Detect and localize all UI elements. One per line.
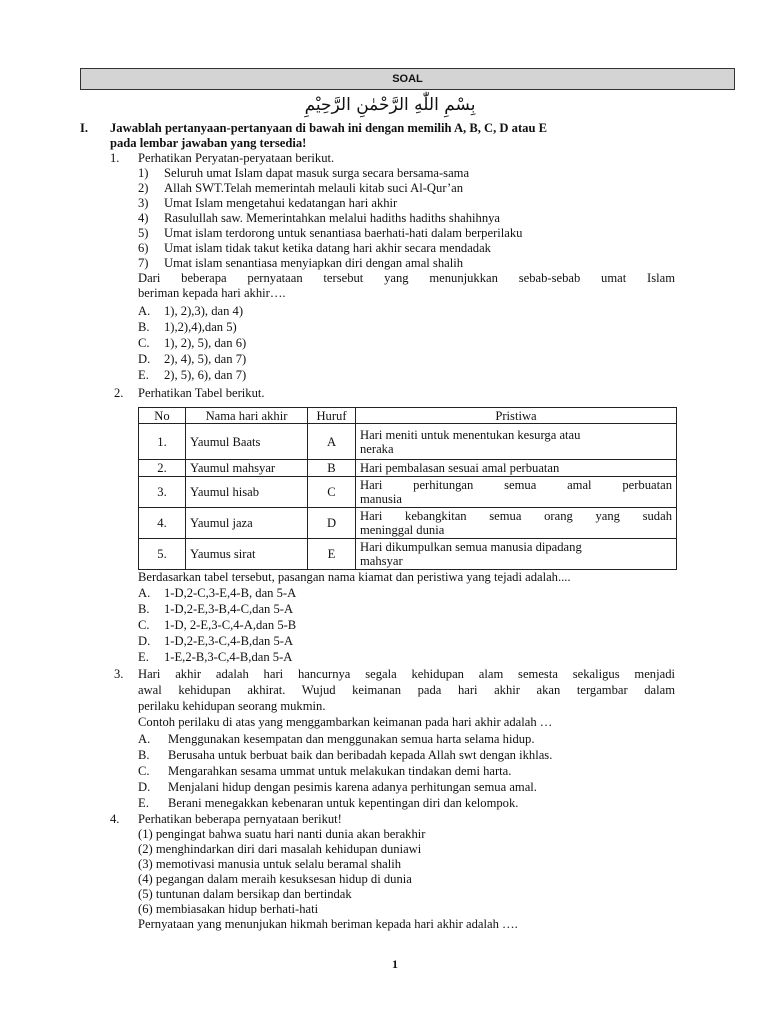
q3-option-key: C.	[138, 764, 150, 778]
q1-statement: Umat islam terdorong untuk senantiasa baerhati-hati dalam berperilaku	[164, 226, 523, 240]
table-cell-name: Yaumul Baats	[186, 424, 308, 460]
table-cell-event	[356, 460, 677, 477]
basmalah-calligraphy: بِسْمِ اللّٰهِ الرَّحْمٰنِ الرَّحِيْمِ	[304, 95, 476, 115]
table-header-event: Pristiwa	[356, 408, 677, 424]
q4-statement: (1) pengingat bahwa suatu hari nanti dunia akan berakhir	[138, 827, 426, 841]
q1-option-key: A.	[138, 304, 151, 318]
hari-akhir-table	[138, 407, 677, 570]
q3-stem-line-1: Hari akhir adalah hari hancurnya segala kehidupan alam semesta sekaligus menjadi	[138, 667, 675, 681]
q2-option-key: B.	[138, 602, 150, 616]
q3-option-d: Menjalani hidup dengan pesimis karena adanya perhitungan semua amal.	[168, 780, 537, 794]
q2-number: 2.	[114, 386, 124, 400]
q3-question: Contoh perilaku di atas yang menggambarkan keimanan pada hari akhir adalah …	[138, 715, 553, 729]
q1-option-b: 1),2),4),dan 5)	[164, 320, 237, 334]
q1-option-key: C.	[138, 336, 150, 350]
event-text: Hari kebangkitan semua orang yang sudah	[360, 509, 672, 523]
table-header-name: Nama hari akhir	[186, 408, 308, 424]
table-row	[139, 460, 677, 477]
section-number: I.	[80, 121, 89, 135]
q2-option-key: C.	[138, 618, 150, 632]
table-cell-name: Yaumul jaza	[186, 508, 308, 539]
q1-statement: Umat Islam mengetahui kedatangan hari akhir	[164, 196, 398, 210]
event-text: neraka	[360, 441, 394, 456]
q3-option-key: A.	[138, 732, 151, 746]
q2-option-c: 1-D, 2-E,3-C,4-A,dan 5-B	[164, 618, 297, 632]
q3-stem-line-2: awal kehidupan akhirat. Wujud keimanan pada hari akhir akan tergambar dalam	[138, 683, 675, 697]
q4-question: Pernyataan yang menunjukan hikmah beriman kepada hari akhir adalah ….	[138, 917, 518, 931]
q1-option-key: B.	[138, 320, 150, 334]
q2-option-key: A.	[138, 586, 151, 600]
event-text: Hari pembalasan sesuai amal perbuatan	[360, 461, 560, 475]
q1-statement-num: 6)	[138, 241, 149, 255]
q4-number: 4.	[110, 812, 120, 826]
instruction-line-2: pada lembar jawaban yang tersedia!	[110, 136, 307, 150]
q2-option-key: D.	[138, 634, 151, 648]
q1-question-line-2: beriman kepada hari akhir….	[138, 286, 286, 300]
table-cell-letter: C	[308, 477, 356, 508]
q4-statement: (6) membiasakan hidup berhati-hati	[138, 902, 319, 916]
q1-option-c: 1), 2), 5), dan 6)	[164, 336, 247, 350]
event-text: Hari dikumpulkan semua manusia dipadang	[360, 540, 582, 554]
table-cell-letter: B	[308, 460, 356, 477]
table-cell-no: 4.	[139, 508, 186, 539]
q1-question-line-1: Dari beberapa pernyataan tersebut yang menunjukkan sebab-sebab umat Islam	[138, 271, 675, 285]
event-text: manusia	[360, 492, 402, 506]
q2-option-key: E.	[138, 650, 149, 664]
q1-statement: Umat islam tidak takut ketika datang hari akhir secara mendadak	[164, 241, 491, 255]
q4-intro: Perhatikan beberapa pernyataan berikut!	[138, 812, 342, 826]
instruction-line-1: Jawablah pertanyaan-pertanyaan di bawah ini dengan memilih A, B, C, D atau E	[110, 121, 548, 135]
q1-statement-num: 7)	[138, 256, 149, 270]
q4-statement: (4) pegangan dalam meraih kesuksesan hidup di dunia	[138, 872, 412, 886]
q2-option-d: 1-D,2-E,3-C,4-B,dan 5-A	[164, 634, 294, 648]
q3-option-key: D.	[138, 780, 151, 794]
table-cell-no: 1.	[139, 424, 186, 460]
q2-question: Berdasarkan tabel tersebut, pasangan nama kiamat dan peristiwa yang tejadi adalah....	[138, 570, 571, 584]
q4-statement: (5) tuntunan dalam bersikap dan bertindak	[138, 887, 352, 901]
event-text: mahsyar	[360, 554, 403, 568]
table-cell-no: 3.	[139, 477, 186, 508]
table-cell-letter: D	[308, 508, 356, 539]
q1-statement: Umat islam senantiasa menyiapkan diri dengan amal shalih	[164, 256, 464, 270]
table-cell-event	[356, 477, 677, 508]
table-cell-letter: A	[308, 424, 356, 460]
q1-statement-num: 4)	[138, 211, 149, 225]
section-title: SOAL	[80, 68, 735, 90]
page-number: 1	[392, 957, 398, 971]
q1-number: 1.	[110, 151, 120, 165]
table-cell-no: 2.	[139, 460, 186, 477]
q2-option-a: 1-D,2-C,3-E,4-B, dan 5-A	[164, 586, 297, 600]
table-cell-name: Yaumul mahsyar	[186, 460, 308, 477]
table-row	[139, 424, 677, 460]
q1-option-e: 2), 5), 6), dan 7)	[164, 368, 247, 382]
table-header-letter: Huruf	[308, 408, 356, 424]
q1-statement-num: 3)	[138, 196, 149, 210]
q1-intro: Perhatikan Peryatan-peryataan berikut.	[138, 151, 335, 165]
q1-statement: Allah SWT.Telah memerintah melauli kitab suci Al-Qur’an	[164, 181, 464, 195]
table-row	[139, 477, 677, 508]
q2-option-b: 1-D,2-E,3-B,4-C,dan 5-A	[164, 602, 294, 616]
table-cell-name: Yaumul hisab	[186, 477, 308, 508]
q3-option-key: E.	[138, 796, 149, 810]
table-row	[139, 508, 677, 539]
q1-option-key: E.	[138, 368, 149, 382]
table-header-row	[139, 408, 677, 424]
q3-option-c: Mengarahkan sesama ummat untuk melakukan tindakan demi harta.	[168, 764, 512, 778]
table-row	[139, 539, 677, 570]
q3-stem-line-3: perilaku kehidupan seorang mukmin.	[138, 699, 326, 713]
table-cell-name: Yaumus sirat	[186, 539, 308, 570]
q1-statement: Seluruh umat Islam dapat masuk surga secara bersama-sama	[164, 166, 470, 180]
q3-option-key: B.	[138, 748, 150, 762]
q1-statement-num: 2)	[138, 181, 149, 195]
q3-option-b: Berusaha untuk berbuat baik dan beribadah kepada Allah swt dengan ikhlas.	[168, 748, 553, 762]
table-cell-event	[356, 508, 677, 539]
q1-option-a: 1), 2),3), dan 4)	[164, 304, 244, 318]
table-cell-letter: E	[308, 539, 356, 570]
q1-option-d: 2), 4), 5), dan 7)	[164, 352, 247, 366]
table-header-no: No	[139, 408, 186, 424]
q3-option-e: Berani menegakkan kebenaran untuk kepentingan diri dan kelompok.	[168, 796, 519, 810]
event-text: Hari perhitungan semua amal perbuatan	[360, 478, 672, 492]
q4-statement: (3) memotivasi manusia untuk selalu beramal shalih	[138, 857, 402, 871]
q1-statement-num: 1)	[138, 166, 149, 180]
event-text: meninggal dunia	[360, 523, 445, 537]
event-text: Hari meniti untuk menentukan kesurga atau	[360, 427, 581, 442]
q2-intro: Perhatikan Tabel berikut.	[138, 386, 265, 400]
q3-option-a: Menggunakan kesempatan dan menggunakan semua harta selama hidup.	[168, 732, 535, 746]
q1-option-key: D.	[138, 352, 151, 366]
q2-option-e: 1-E,2-B,3-C,4-B,dan 5-A	[164, 650, 293, 664]
q3-number: 3.	[114, 667, 124, 681]
table-cell-event	[356, 539, 677, 570]
table-cell-event	[356, 424, 677, 460]
q1-statement: Rasulullah saw. Memerintahkan melalui hadiths hadiths shahihnya	[164, 211, 500, 225]
table-cell-no: 5.	[139, 539, 186, 570]
q1-statement-num: 5)	[138, 226, 149, 240]
q4-statement: (2) menghindarkan diri dari masalah kehidupan duniawi	[138, 842, 422, 856]
